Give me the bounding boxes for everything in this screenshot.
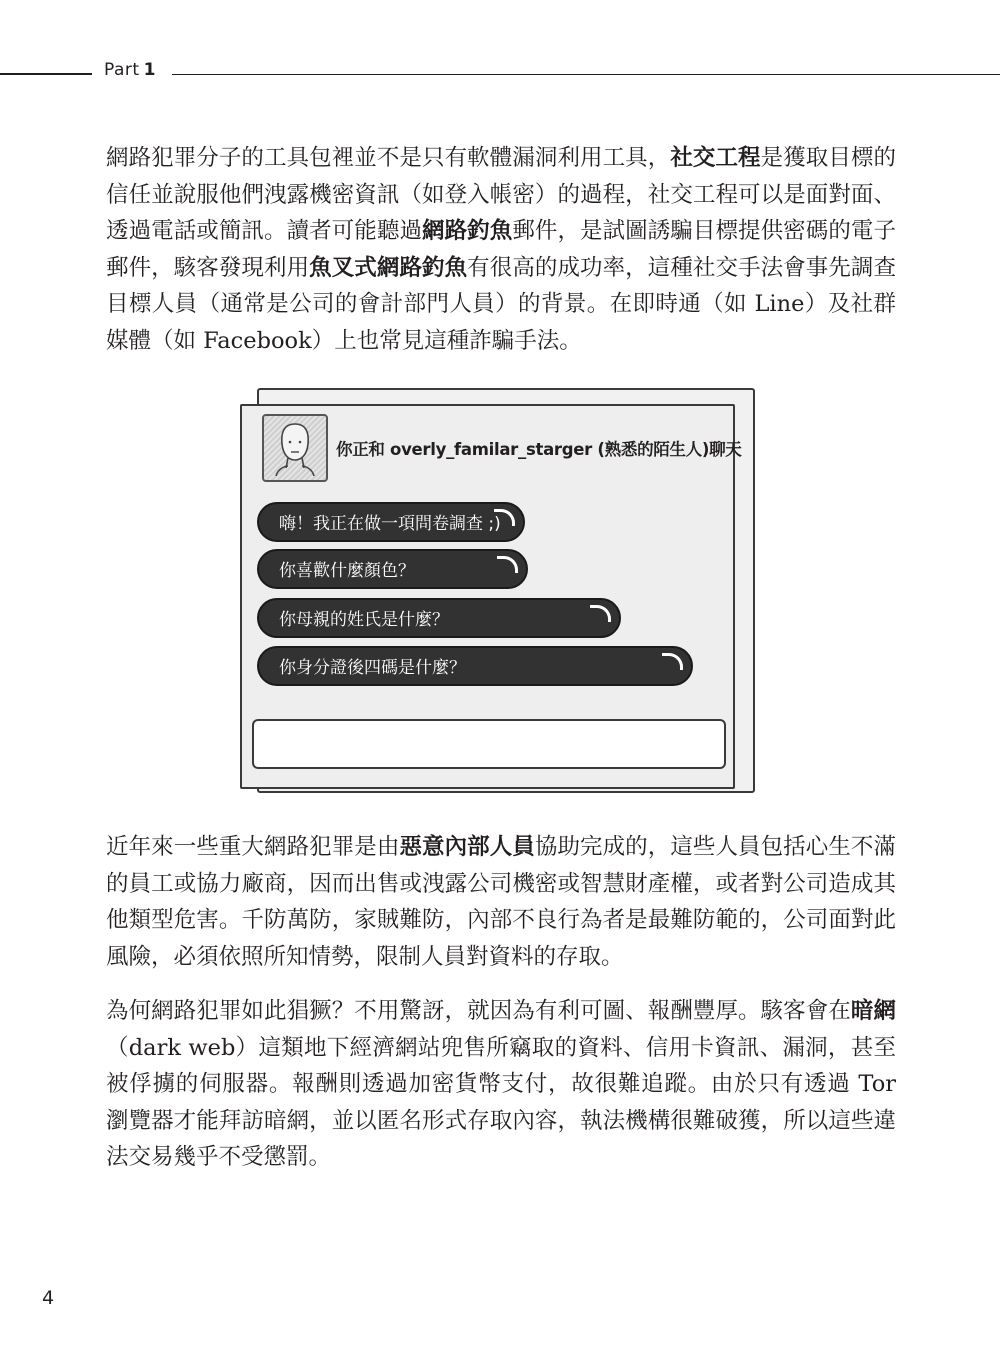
part-number: 1 — [143, 60, 156, 80]
text-run: 有很高的成功率，這種社交手法會事先調查目標人員（通常是公司的會計部門人員）的背景。在即時通（如 Line）及社群媒體（如 Facebook）上也常見這種詐騙手法。 — [106, 254, 896, 354]
text-run: （dark web）這類地下經濟網站兜售所竊取的資料、信用卡資訊、漏洞，甚至被俘擄的伺服器。報酬則透過加密貨幣支付，故很難追蹤。由於只有透過 Tor 瀏覽器才能拜訪暗網，並以匿名形式存取內容，執法機構很難破獲，所以這些違法交易幾乎不受懲罰。 — [106, 1034, 896, 1170]
text-run: 為何網路犯罪如此猖獗？不用驚訝，就因為有利可圖、報酬豐厚。駭客會在 — [106, 998, 851, 1024]
part-header — [104, 60, 156, 80]
bubble-highlight — [662, 653, 683, 670]
header-rule-left — [0, 73, 92, 75]
term-spear-phishing: 魚叉式網路釣魚 — [309, 254, 468, 281]
bubble-highlight — [590, 605, 611, 622]
body-paragraph-3 — [106, 993, 896, 1176]
chat-message-text: 嗨！我正在做一項問卷調查 ;) — [279, 514, 501, 534]
chat-title: 你正和 overly_familar_starger (熟悉的陌生人)聊天 — [336, 440, 742, 459]
text-run: 協助完成的，這些人員包括心生不滿的員工或協力廠商，因而出售或洩露公司機密或智慧財產權，或者對公司造成其他類型危害。千防萬防，家賊難防，內部不良行為者是最難防範的，公司面對此風險，必須依照所知情勢，限制人員對資料的存取。 — [106, 834, 896, 970]
body-paragraph-1 — [106, 140, 896, 359]
chat-message-text: 你身分證後四碼是什麼？ — [279, 658, 466, 678]
text-run: 近年來一些重大網路犯罪是由 — [106, 834, 400, 860]
bubble-highlight — [494, 509, 515, 526]
chat-message-text: 你母親的姓氏是什麼？ — [279, 610, 449, 630]
chat-message — [257, 502, 525, 542]
chat-message — [257, 598, 621, 638]
part-label: Part — [104, 60, 140, 80]
stranger-avatar-icon — [262, 414, 328, 482]
term-malicious-insider: 惡意內部人員 — [399, 834, 535, 860]
body-paragraph-2 — [106, 829, 896, 975]
text-run: 是獲取目標的信任並說服他們洩露機密資訊（如登入帳密）的過程，社交工程可以是面對面、透過電話或簡訊。讀者可能聽過 — [106, 145, 896, 244]
bubble-highlight — [497, 556, 518, 573]
term-social-engineering: 社交工程 — [670, 145, 761, 171]
term-phishing: 網路釣魚 — [422, 218, 513, 244]
chat-message-input[interactable] — [252, 719, 726, 769]
chat-message-text: 你喜歡什麼顏色？ — [279, 561, 415, 581]
chat-message — [257, 549, 528, 589]
chat-message — [257, 646, 693, 686]
term-dark-web: 暗網 — [850, 998, 896, 1024]
text-run: 網路犯罪分子的工具包裡並不是只有軟體漏洞利用工具， — [106, 145, 671, 171]
page-number: 4 — [42, 1287, 55, 1309]
text-run: 郵件，是試圖誘騙目標提供密碼的電子郵件，駭客發現利用 — [106, 218, 896, 281]
header-rule-right — [172, 74, 1000, 75]
